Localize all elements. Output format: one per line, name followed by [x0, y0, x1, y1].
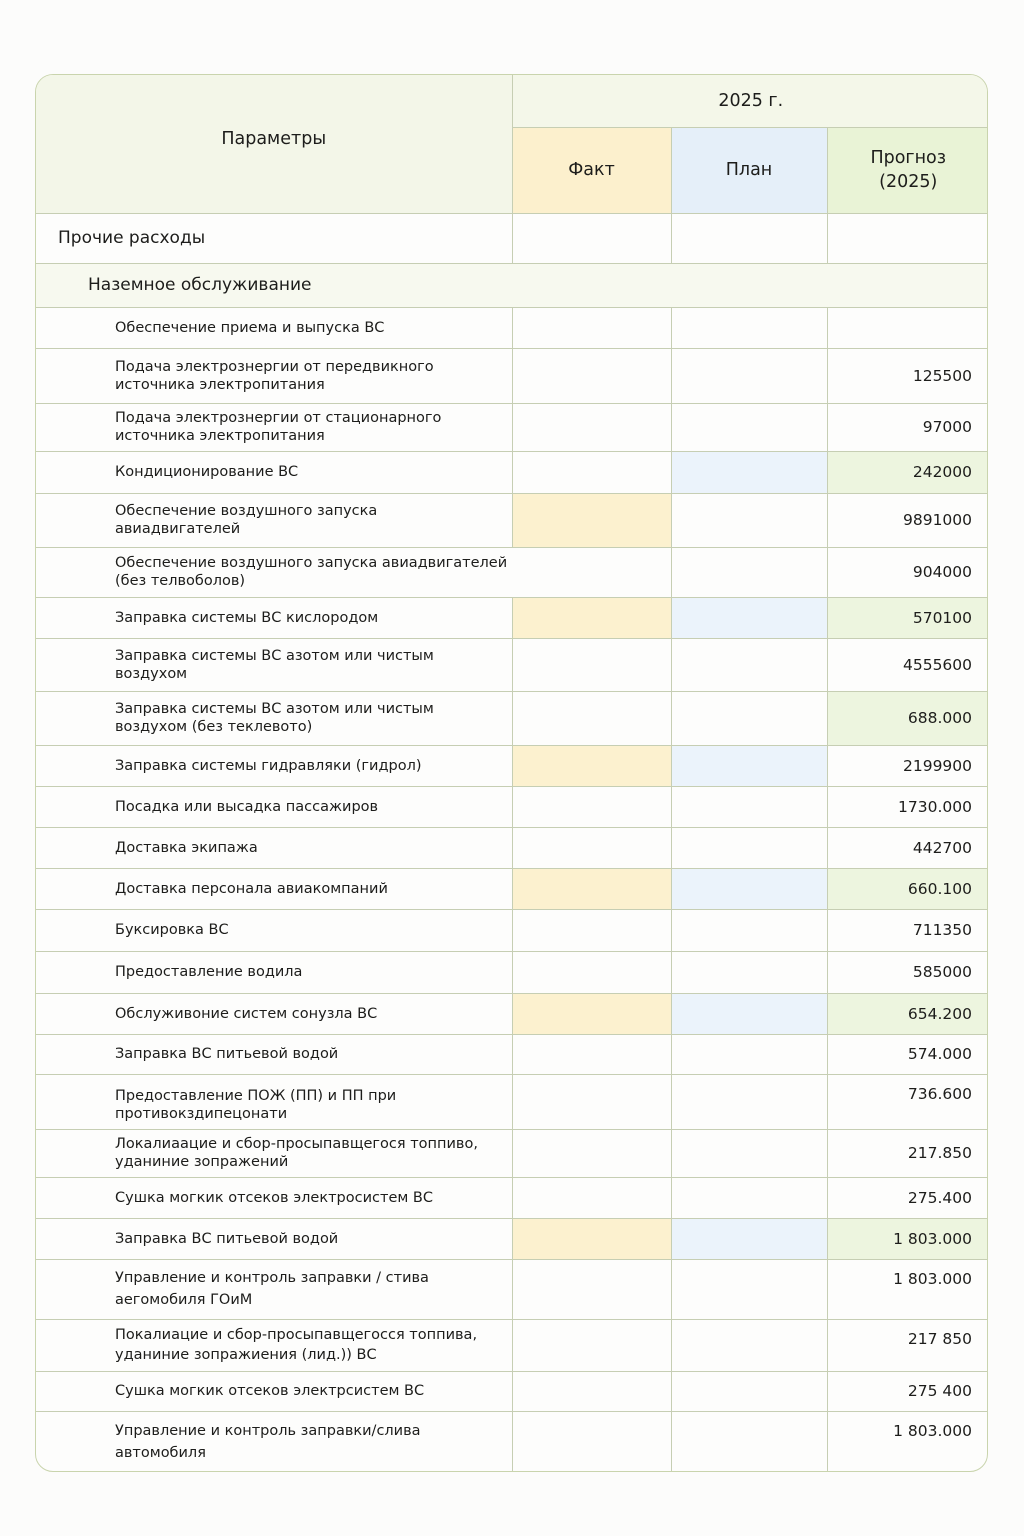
- plan-cell[interactable]: [671, 597, 827, 638]
- header-parameters: Параметры: [36, 75, 512, 213]
- table-row: [36, 1411, 988, 1472]
- forecast-cell[interactable]: 736.600: [827, 1074, 988, 1129]
- table-row: [36, 451, 988, 493]
- row-param: Сушка могкик отсеков электрсистем ВС: [36, 1371, 512, 1411]
- forecast-cell[interactable]: 217.850: [827, 1129, 988, 1177]
- cost-table: [36, 75, 988, 1472]
- category-label: Прочие расходы: [36, 213, 512, 263]
- fact-cell[interactable]: [512, 1371, 671, 1411]
- plan-cell[interactable]: [671, 786, 827, 827]
- forecast-cell[interactable]: 570100: [827, 597, 988, 638]
- row-param: Обеспечение приема и выпуска ВС: [36, 307, 512, 348]
- fact-cell[interactable]: [512, 745, 671, 786]
- row-param: Заправка системы ВС азотом или чистым воздухом (без теклевото): [36, 691, 512, 745]
- fact-cell[interactable]: [512, 691, 671, 745]
- row-param: Заправка системы ВС кислородом: [36, 597, 512, 638]
- fact-cell[interactable]: [512, 993, 671, 1034]
- row-param: Обеспечение воздушного запуска авиадвигателей: [36, 493, 512, 547]
- plan-cell[interactable]: [671, 1371, 827, 1411]
- table-row: [36, 827, 988, 868]
- plan-cell[interactable]: [671, 493, 827, 547]
- plan-cell[interactable]: [671, 1034, 827, 1074]
- forecast-cell[interactable]: 125500: [827, 348, 988, 403]
- fact-cell[interactable]: [512, 638, 671, 691]
- header-forecast: [827, 127, 988, 213]
- table-row: [36, 1218, 988, 1259]
- plan-cell[interactable]: [671, 909, 827, 951]
- plan-cell[interactable]: [671, 1129, 827, 1177]
- plan-cell[interactable]: [671, 1177, 827, 1218]
- fact-cell[interactable]: [512, 597, 671, 638]
- header-forecast-line1: Прогноз: [870, 148, 947, 168]
- table-row: [36, 951, 988, 993]
- row-param: Обслуживоние систем сонузла ВС: [36, 993, 512, 1034]
- forecast-cell[interactable]: 711350: [827, 909, 988, 951]
- plan-cell[interactable]: [671, 307, 827, 348]
- plan-cell[interactable]: [671, 1259, 827, 1319]
- fact-cell[interactable]: [512, 1218, 671, 1259]
- header-plan: План: [671, 127, 827, 213]
- fact-cell[interactable]: [512, 909, 671, 951]
- table-row: [36, 1177, 988, 1218]
- table-row: [36, 909, 988, 951]
- plan-cell[interactable]: [671, 745, 827, 786]
- forecast-cell[interactable]: 585000: [827, 951, 988, 993]
- table-row: [36, 993, 988, 1034]
- forecast-cell[interactable]: 217 850: [827, 1319, 988, 1371]
- row-param: Сушка могкик отсеков электросистем ВС: [36, 1177, 512, 1218]
- forecast-cell[interactable]: 97000: [827, 403, 988, 451]
- plan-cell[interactable]: [671, 403, 827, 451]
- plan-cell[interactable]: [671, 547, 827, 597]
- plan-cell[interactable]: [671, 951, 827, 993]
- row-param: Кондиционирование ВС: [36, 451, 512, 493]
- row-param: Заправка ВС питьевой водой: [36, 1218, 512, 1259]
- cost-table-container: [35, 74, 988, 1472]
- table-row: [36, 547, 988, 597]
- table-row: [36, 868, 988, 909]
- fact-cell[interactable]: [512, 451, 671, 493]
- forecast-cell[interactable]: 4555600: [827, 638, 988, 691]
- row-param: Буксировка ВС: [36, 909, 512, 951]
- row-param: Подача электрознергии от передвикного источника электропитания: [36, 348, 512, 403]
- fact-cell[interactable]: [512, 213, 671, 263]
- forecast-cell[interactable]: 442700: [827, 827, 988, 868]
- fact-cell[interactable]: [512, 1259, 671, 1319]
- plan-cell[interactable]: [671, 1411, 827, 1472]
- fact-cell[interactable]: [512, 493, 671, 547]
- row-param: Заправка системы гидравляки (гидрол): [36, 745, 512, 786]
- fact-cell[interactable]: [512, 951, 671, 993]
- plan-cell[interactable]: [671, 1319, 827, 1371]
- forecast-cell[interactable]: 9891000: [827, 493, 988, 547]
- header-year: 2025 г.: [512, 75, 988, 127]
- plan-cell[interactable]: [671, 1074, 827, 1129]
- plan-cell[interactable]: [671, 451, 827, 493]
- row-param: Доставка персонала авиакомпаний: [36, 868, 512, 909]
- table-row: [36, 403, 988, 451]
- row-param: Покалиацие и сбор-просыпавщегосся топпива, уданиние зопражиения (лид.)) ВС: [36, 1319, 512, 1371]
- forecast-cell[interactable]: 242000: [827, 451, 988, 493]
- row-param: Обеспечение воздушного запуска авиадвигателей (без телвоболов): [36, 547, 671, 597]
- table-row: [36, 348, 988, 403]
- plan-cell[interactable]: [671, 638, 827, 691]
- forecast-cell[interactable]: 904000: [827, 547, 988, 597]
- plan-cell[interactable]: [671, 691, 827, 745]
- fact-cell[interactable]: [512, 868, 671, 909]
- table-row: [36, 786, 988, 827]
- row-param: Заправка ВС питьевой водой: [36, 1034, 512, 1074]
- fact-cell[interactable]: [512, 403, 671, 451]
- fact-cell[interactable]: [512, 786, 671, 827]
- forecast-cell[interactable]: 1730.000: [827, 786, 988, 827]
- plan-cell[interactable]: [671, 1218, 827, 1259]
- plan-cell[interactable]: [671, 993, 827, 1034]
- fact-cell[interactable]: [512, 1074, 671, 1129]
- category-row: [36, 213, 988, 263]
- fact-cell[interactable]: [512, 1129, 671, 1177]
- header-fact: Факт: [512, 127, 671, 213]
- fact-cell[interactable]: [512, 348, 671, 403]
- fact-cell[interactable]: [512, 307, 671, 348]
- row-param: Доставка экипажа: [36, 827, 512, 868]
- row-param: Заправка системы ВС азотом или чистым воздухом: [36, 638, 512, 691]
- row-param: Управление и контроль заправки / стива аегомобиля ГОиМ: [36, 1259, 512, 1319]
- row-param: Предоставление водила: [36, 951, 512, 993]
- forecast-cell[interactable]: [827, 213, 988, 263]
- table-row: [36, 745, 988, 786]
- table-row: [36, 691, 988, 745]
- fact-cell[interactable]: [512, 1319, 671, 1371]
- table-row: [36, 597, 988, 638]
- forecast-cell[interactable]: [827, 307, 988, 348]
- table-row: [36, 1129, 988, 1177]
- row-param: Локалиаацие и сбор-просыпавщегося топпиво, уданиние зопражений: [36, 1129, 512, 1177]
- header-forecast-line2: (2025): [879, 172, 938, 192]
- forecast-cell[interactable]: 275.400: [827, 1177, 988, 1218]
- forecast-cell[interactable]: 275 400: [827, 1371, 988, 1411]
- table-row: [36, 1371, 988, 1411]
- plan-cell[interactable]: [671, 827, 827, 868]
- table-row: [36, 1034, 988, 1074]
- table-row: [36, 307, 988, 348]
- forecast-cell[interactable]: 654.200: [827, 993, 988, 1034]
- row-param: Посадка или высадка пассажиров: [36, 786, 512, 827]
- table-row: [36, 493, 988, 547]
- plan-cell[interactable]: [671, 348, 827, 403]
- table-row: [36, 1259, 988, 1319]
- fact-cell[interactable]: [512, 1411, 671, 1472]
- row-param: Предоставление ПОЖ (ПП) и ПП при противокздипецонати: [36, 1074, 512, 1129]
- fact-cell[interactable]: [512, 1177, 671, 1218]
- forecast-cell[interactable]: 688.000: [827, 691, 988, 745]
- forecast-cell[interactable]: 574.000: [827, 1034, 988, 1074]
- row-param: Управление и контроль заправки/слива автомобиля: [36, 1411, 512, 1472]
- forecast-cell[interactable]: 2199900: [827, 745, 988, 786]
- row-param: Подача электрознергии от стационарного источника электропитания: [36, 403, 512, 451]
- plan-cell[interactable]: [671, 868, 827, 909]
- forecast-cell[interactable]: 1 803.000: [827, 1218, 988, 1259]
- plan-cell[interactable]: [671, 213, 827, 263]
- forecast-cell[interactable]: 1 803.000: [827, 1259, 988, 1319]
- fact-cell[interactable]: [512, 827, 671, 868]
- forecast-cell[interactable]: 1 803.000: [827, 1411, 988, 1472]
- table-row: [36, 638, 988, 691]
- forecast-cell[interactable]: 660.100: [827, 868, 988, 909]
- subcategory-label: Наземное обслуживание: [36, 263, 988, 307]
- fact-cell[interactable]: [512, 1034, 671, 1074]
- subcategory-row: [36, 263, 988, 307]
- table-row: [36, 1319, 988, 1371]
- table-row: [36, 1074, 988, 1129]
